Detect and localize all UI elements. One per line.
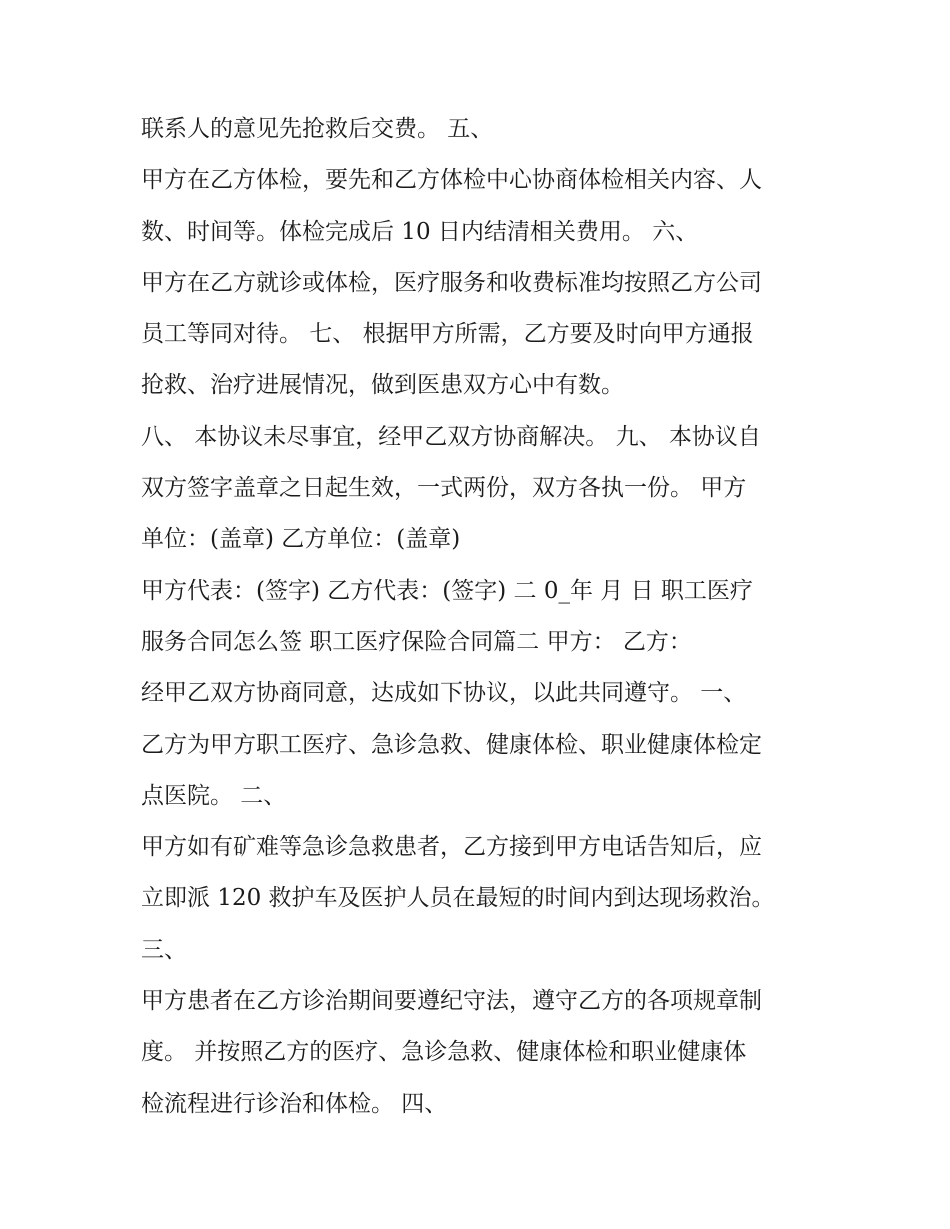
text-line-5: 员工等同对待。 七、 根据甲方所需，乙方要及时向甲方通报: [141, 321, 754, 348]
text-line-17: 三、: [141, 936, 187, 963]
text-line-9: 单位：(盖章) 乙方单位：(盖章): [141, 526, 461, 553]
text-line-20: 检流程进行诊治和体检。 四、: [141, 1090, 448, 1117]
text-line-1: 联系人的意见先抢救后交费。 五、: [141, 116, 494, 142]
text-line-16: 立即派 120 救护车及医护人员在最短的时间内到达现场救治。: [141, 885, 775, 912]
text-line-2: 甲方在乙方体检，要先和乙方体检中心协商体检相关内容、人: [141, 167, 762, 194]
text-line-3: 数、时间等。体检完成后 10 日内结清相关费用。 六、: [141, 218, 699, 245]
body-text: [141, 104, 831, 1130]
text-line-18: 甲方患者在乙方诊治期间要遵纪守法，遵守乙方的各项规章制: [141, 988, 762, 1015]
text-line-10: 甲方代表：(签字) 乙方代表：(签字) 二 0_年 月 日 职工医疗: [141, 577, 753, 604]
text-line-6: 抢救、治疗进展情况，做到医患双方心中有数。: [141, 372, 624, 399]
text-line-4: 甲方在乙方就诊或体检，医疗服务和收费标准均按照乙方公司: [141, 269, 762, 296]
text-line-11: 服务合同怎么签 职工医疗保险合同篇二 甲方： 乙方：: [141, 628, 692, 655]
text-line-12: 经甲乙双方协商同意，达成如下协议，以此共同遵守。 一、: [141, 680, 747, 707]
text-line-19: 度。 并按照乙方的医疗、急诊急救、健康体检和职业健康体: [141, 1039, 747, 1066]
text-line-14: 点医院。 二、: [141, 782, 287, 809]
text-line-13: 乙方为甲方职工医疗、急诊急救、健康体检、职业健康体检定: [141, 731, 762, 758]
text-line-8: 双方签字盖章之日起生效，一式两份，双方各执一份。 甲方: [141, 475, 747, 502]
text-line-15: 甲方如有矿难等急诊急救患者，乙方接到甲方电话告知后，应: [141, 834, 762, 861]
text-line-7: 八、 本协议未尽事宜，经甲乙双方协商解决。 九、 本协议自: [141, 423, 761, 450]
